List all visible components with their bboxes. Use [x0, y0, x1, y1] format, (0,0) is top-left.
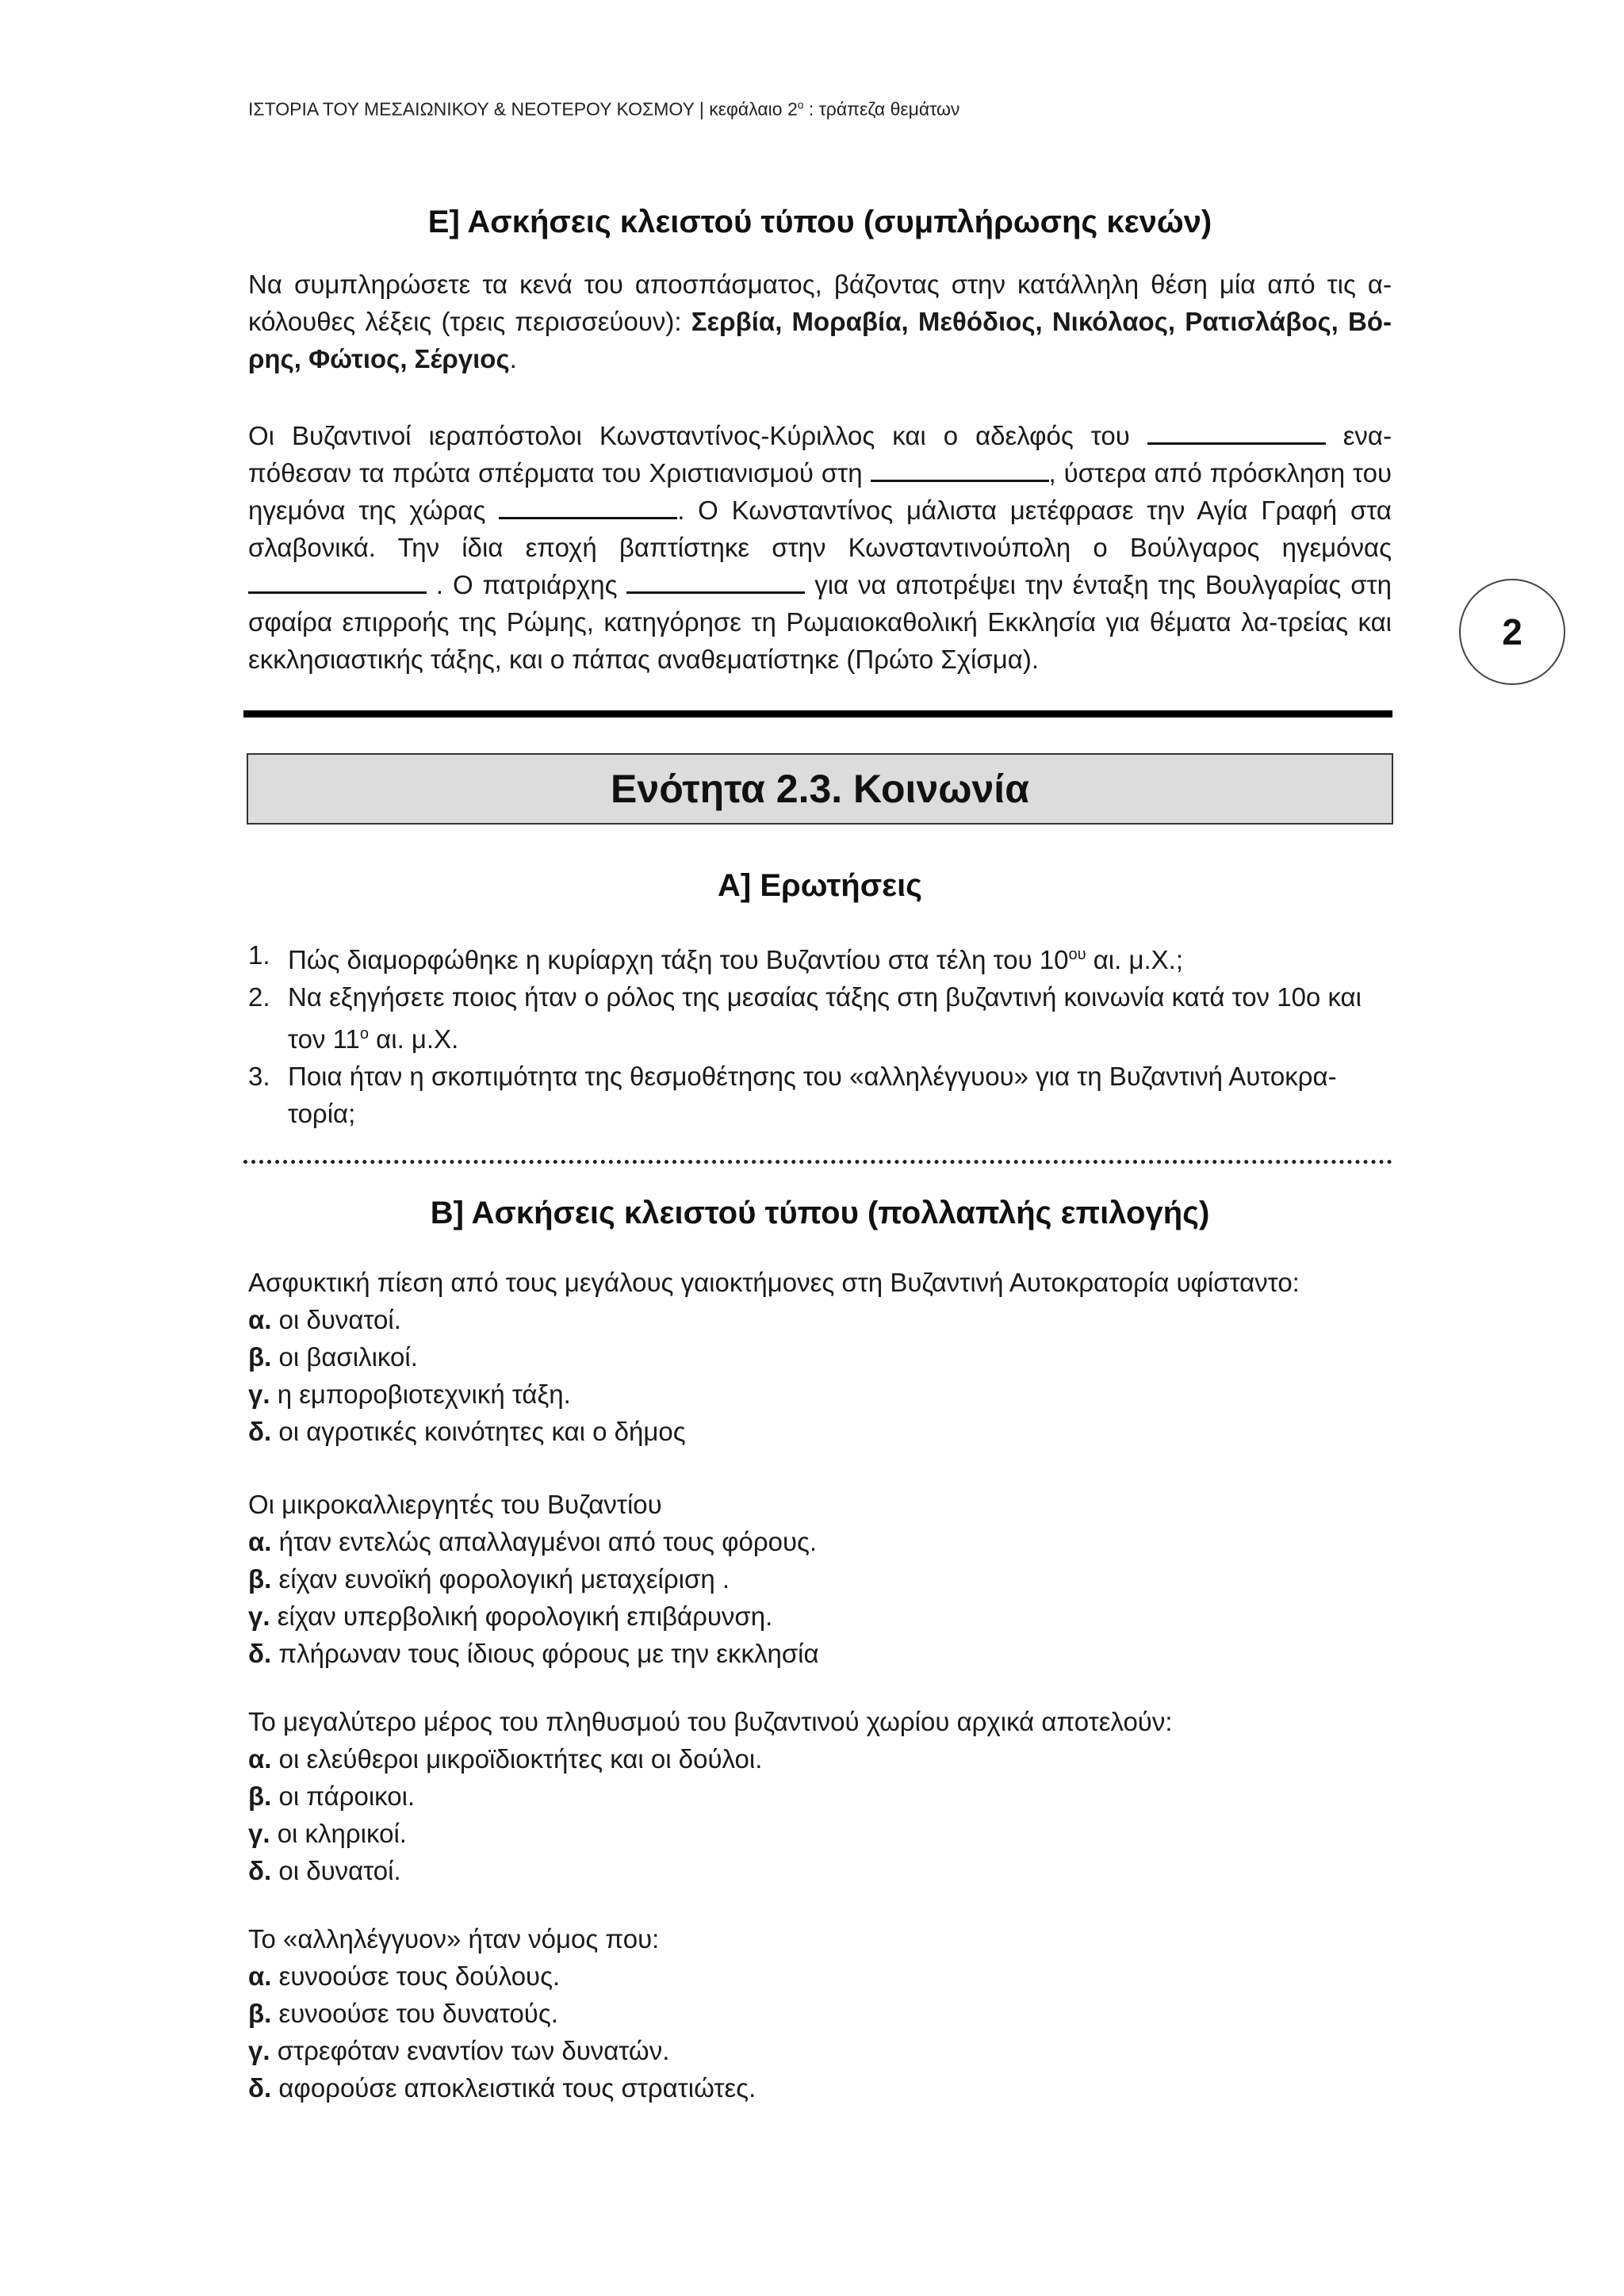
- mcq-option-d[interactable]: [248, 1413, 1392, 1450]
- question-tail: αι. μ.Χ.;: [1086, 945, 1184, 974]
- section-a-title: Α] Ερωτήσεις: [718, 868, 922, 903]
- word-bank: Σερβία, Μοραβία, Μεθόδιος, Νικόλαος, Ρατισλάβος, Βό-ρης, Φώτιος, Σέργιος: [248, 307, 1392, 373]
- mcq-option-b[interactable]: [248, 1338, 1392, 1376]
- mcq-question: [248, 1920, 1392, 2107]
- mcq-option-a[interactable]: [248, 1301, 1392, 1338]
- blank-1[interactable]: [1147, 419, 1326, 445]
- mcq-4: [248, 1920, 1392, 2107]
- section-e-instructions-block: [248, 266, 1392, 377]
- option-text: οι ελεύθεροι μικροϊδιοκτήτες και οι δούλοι.: [271, 1744, 763, 1774]
- mcq-stem: Ασφυκτική πίεση από τους μεγάλους γαιοκτήμονες στη Βυζαντινή Αυτοκρατορία υφίσταντο:: [248, 1268, 1300, 1297]
- mcq-option-c[interactable]: [248, 2032, 1392, 2069]
- option-text: οι αγροτικές κοινότητες και ο δήμος: [271, 1417, 686, 1446]
- passage-part-6: για να αποτρέψει την ένταξη της Βουλγαρίας στη σφαίρα επιρροής της Ρώμης, κατηγόρησε τη Ρωμαιοκαθολική Εκκλησία για θέματα λα-τρείας και εκκλησιαστικής τάξης, και ο πάπας αναθεματίστηκε (Πρώτο Σχίσμα).: [248, 570, 1392, 674]
- mcq-2: [248, 1486, 1392, 1672]
- question-number: 2.: [248, 982, 270, 1012]
- question-number: 3.: [248, 1062, 270, 1091]
- mcq-question: [248, 1264, 1392, 1450]
- mcq-option-a[interactable]: [248, 1523, 1392, 1560]
- mcq-option-d[interactable]: [248, 2069, 1392, 2107]
- passage-part-2: ενα-πόθεσαν τα πρώτα σπέρματα του Χριστιανισμού στη: [248, 421, 1392, 488]
- section-e: [248, 205, 1392, 240]
- unit-title: Ενότητα 2.3. Κοινωνία: [611, 767, 1029, 811]
- passage-part-4: . Ο Κωνσταντίνος μάλιστα μετέφρασε την Αγία Γραφή στα σλαβονικά. Την ίδια εποχή βαπτίστηκε στην Κωνσταντινούπολη ο Βούλγαρος ηγεμόνας: [248, 496, 1392, 562]
- option-text: πλήρωναν τους ίδιους φόρους με την εκκλησία: [271, 1639, 819, 1668]
- section-divider-dotted: [243, 1160, 1392, 1164]
- mcq-option-c[interactable]: [248, 1598, 1392, 1635]
- section-b-title: Β] Ασκήσεις κλειστού τύπου (πολλαπλής επιλογής): [430, 1196, 1210, 1230]
- running-header-sup: ο: [797, 98, 804, 111]
- option-text: είχαν υπερβολική φορολογική επιβάρυνση.: [270, 1601, 773, 1631]
- section-e-passage-block: [248, 417, 1392, 678]
- passage-part-1: Οι Βυζαντινοί ιεραπόστολοι Κωνσταντίνος-Κύριλλος και ο αδελφός του: [248, 421, 1147, 450]
- question-sup: ου: [1068, 946, 1086, 963]
- option-text: ήταν εντελώς απαλλαγμένοι από τους φόρους.: [271, 1527, 818, 1556]
- option-letter: β.: [248, 1564, 272, 1594]
- option-letter: γ.: [248, 1819, 270, 1848]
- blank-2[interactable]: [871, 456, 1049, 482]
- instructions-text: Να συμπληρώσετε τα κενά του αποσπάσματος, βάζοντας στην κατάλληλη θέση μία από τις α-κόλουθες λέξεις (τρεις περισσεύουν):: [248, 270, 1392, 336]
- question-item: [248, 978, 1392, 1058]
- question-sup: ο: [359, 1025, 369, 1043]
- mcq-option-a[interactable]: [248, 1740, 1392, 1777]
- running-header-tail: : τράπεζα θεμάτων: [803, 98, 960, 120]
- option-text: είχαν ευνοϊκή φορολογική μεταχείριση .: [271, 1564, 730, 1594]
- option-text: οι πάροικοι.: [271, 1781, 416, 1811]
- option-text: οι βασιλικοί.: [271, 1342, 418, 1372]
- option-letter: δ.: [248, 1417, 272, 1446]
- question-number: 1.: [248, 940, 270, 970]
- mcq-question: [248, 1486, 1392, 1672]
- section-a: [248, 868, 1392, 904]
- blank-4[interactable]: [248, 568, 427, 594]
- questions-block: [248, 936, 1392, 1132]
- option-text: οι κληρικοί.: [270, 1819, 407, 1848]
- option-text: ευνοούσε του δυνατούς.: [271, 1999, 558, 2028]
- option-text: αφορούσε αποκλειστικά τους στρατιώτες.: [271, 2073, 756, 2103]
- section-e-instructions: [248, 266, 1392, 377]
- option-text: οι δυνατοί.: [271, 1305, 401, 1334]
- option-letter: γ.: [248, 1601, 270, 1631]
- option-text: ευνοούσε τους δούλους.: [271, 1961, 561, 1991]
- option-letter: δ.: [248, 1639, 272, 1668]
- question-text: Ποια ήταν η σκοπιμότητα της θεσμοθέτησης του «αλληλέγγυου» για τη Βυζαντινή Αυτοκρα-τορία;: [288, 1062, 1337, 1128]
- option-letter: α.: [248, 1961, 272, 1991]
- option-text: η εμποροβιοτεχνική τάξη.: [270, 1380, 571, 1409]
- mcq-question: [248, 1703, 1392, 1889]
- question-tail: αι. μ.Χ.: [368, 1024, 459, 1054]
- question-text: Να εξηγήσετε ποιος ήταν ο ρόλος της μεσαίας τάξης στη βυζαντινή κοινωνία κατά τον 10ο και τον 11: [288, 982, 1362, 1054]
- option-letter: β.: [248, 1781, 272, 1811]
- mcq-option-c[interactable]: [248, 1815, 1392, 1852]
- mcq-stem: Το «αλληλέγγυον» ήταν νόμος που:: [248, 1924, 660, 1954]
- running-header-title: ΙΣΤΟΡΙΑ ΤΟΥ ΜΕΣΑΙΩΝΙΚΟΥ & ΝΕΟΤΕΡΟΥ ΚΟΣΜΟΥ | κεφάλαιο 2: [248, 98, 798, 120]
- mcq-stem: Το μεγαλύτερο μέρος του πληθυσμού του βυζαντινού χωρίου αρχικά αποτελούν:: [248, 1707, 1173, 1736]
- mcq-1: [248, 1264, 1392, 1450]
- option-letter: α.: [248, 1527, 272, 1556]
- option-letter: γ.: [248, 2036, 270, 2065]
- section-b: [248, 1196, 1392, 1231]
- questions-list: [248, 936, 1392, 1132]
- instructions-end: .: [509, 344, 517, 373]
- page-number-badge: 2: [1459, 579, 1565, 685]
- option-text: στρεφόταν εναντίον των δυνατών.: [270, 2036, 670, 2065]
- mcq-3: [248, 1703, 1392, 1889]
- section-divider-thick: [243, 710, 1392, 718]
- option-letter: α.: [248, 1744, 272, 1774]
- question-text: Πώς διαμορφώθηκε η κυρίαρχη τάξη του Βυζαντίου στα τέλη του 10: [288, 945, 1069, 974]
- blank-3[interactable]: [499, 493, 677, 519]
- running-header: [248, 98, 959, 121]
- option-letter: β.: [248, 1342, 272, 1372]
- option-text: οι δυνατοί.: [271, 1856, 401, 1885]
- option-letter: δ.: [248, 2073, 272, 2103]
- unit-title-box: [247, 753, 1393, 825]
- option-letter: γ.: [248, 1380, 270, 1409]
- mcq-option-c[interactable]: [248, 1376, 1392, 1413]
- option-letter: α.: [248, 1305, 272, 1334]
- mcq-option-b[interactable]: [248, 1995, 1392, 2032]
- option-letter: δ.: [248, 1856, 272, 1885]
- mcq-stem: Οι μικροκαλλιεργητές του Βυζαντίου: [248, 1490, 662, 1519]
- section-e-title: Ε] Ασκήσεις κλειστού τύπου (συμπλήρωσης κενών): [427, 205, 1212, 239]
- mcq-option-d[interactable]: [248, 1852, 1392, 1889]
- fill-in-passage: [248, 417, 1392, 678]
- question-item: [248, 936, 1392, 978]
- mcq-option-b[interactable]: [248, 1777, 1392, 1815]
- mcq-option-a[interactable]: [248, 1957, 1392, 1995]
- question-item: [248, 1058, 1392, 1132]
- passage-part-3: , ύστερα από πρόσκληση του ηγεμόνα της χώρας: [248, 458, 1392, 525]
- passage-part-5: . Ο πατριάρχης: [427, 570, 627, 599]
- mcq-option-d[interactable]: [248, 1635, 1392, 1672]
- mcq-option-b[interactable]: [248, 1560, 1392, 1598]
- option-letter: β.: [248, 1999, 272, 2028]
- blank-5[interactable]: [626, 568, 805, 594]
